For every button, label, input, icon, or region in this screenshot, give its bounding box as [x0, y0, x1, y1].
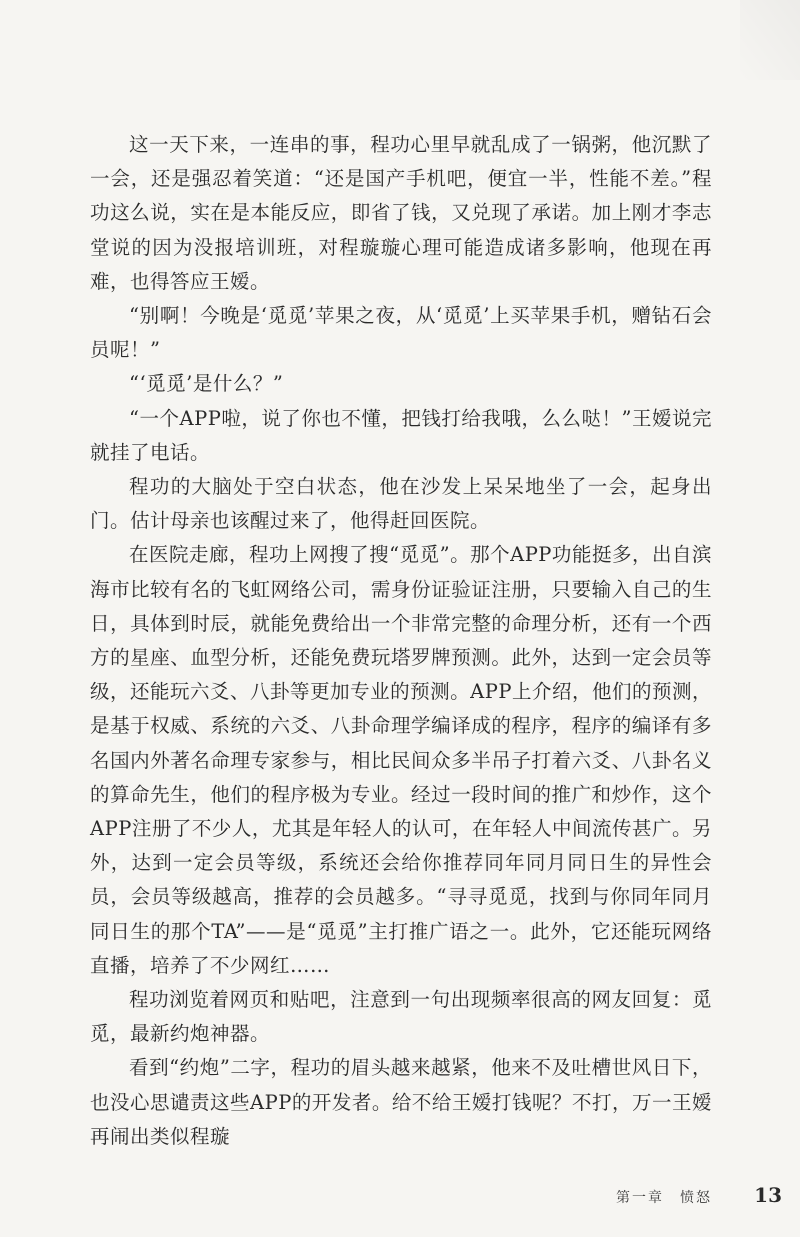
body-text [90, 128, 712, 1154]
paragraph: 在医院走廊，程功上网搜了搜“觅觅”。那个APP功能挺多，出自滨海市比较有名的飞虹网络公司，需身份证验证注册，只要输入自己的生日，具体到时辰，就能免费给出一个非常完整的命理分析，还有一个西方的星座、血型分析，还能免费玩塔罗牌预测。此外，达到一定会员等级，还能玩六爻、八卦等更加专业的预测。APP上介绍，他们的预测，是基于权威、系统的六爻、八卦命理学编译成的程序，程序的编译有多名国内外著名命理专家参与，相比民间众多半吊子打着六爻、八卦名义的算命先生，他们的程序极为专业。经过一段时间的推广和炒作，这个APP注册了不少人，尤其是年轻人的认可，在年轻人中间流传甚广。另外，达到一定会员等级，系统还会给你推荐同年同月同日生的异性会员，会员等级越高，推荐的会员越多。“寻寻觅觅，找到与你同年同月同日生的那个TA”——是“觅觅”主打推广语之一。此外，它还能玩网络直播，培养了不少网红…… [90, 543, 712, 977]
page-number: 13 [754, 1183, 782, 1207]
paragraph: “别啊！今晚是‘觅觅’苹果之夜，从‘觅觅’上买苹果手机，赠钻石会员呢！” [90, 304, 712, 362]
paragraph: 程功的大脑处于空白状态，他在沙发上呆呆地坐了一会，起身出门。估计母亲也该醒过来了，他得赶回医院。 [90, 475, 712, 533]
paragraph: 程功浏览着网页和贴吧，注意到一句出现频率很高的网友回复：觅觅，最新约炮神器。 [90, 988, 712, 1046]
chapter-title: 第一章 愤怒 [616, 1190, 712, 1206]
paragraph: “‘觅觅’是什么？” [129, 372, 284, 396]
paragraph: 看到“约炮”二字，程功的眉头越来越紧，他来不及吐槽世风日下，也没心思谴责这些APP的开发者。给不给王嫒打钱呢？不打，万一王嫒再闹出类似程璇 [90, 1056, 712, 1148]
paragraph: 这一天下来，一连串的事，程功心里早就乱成了一锅粥，他沉默了一会，还是强忍着笑道：“还是国产手机吧，便宜一半，性能不差。”程功这么说，实在是本能反应，即省了钱，又兑现了承诺。加上刚才李志堂说的因为没报培训班，对程璇璇心理可能造成诸多影响，他现在再难，也得答应王嫒。 [90, 133, 712, 293]
page-shadow [740, 0, 800, 80]
page-footer [0, 1183, 800, 1213]
paragraph: “一个APP啦，说了你也不懂，把钱打给我哦，么么哒！”王嫒说完就挂了电话。 [90, 406, 712, 464]
